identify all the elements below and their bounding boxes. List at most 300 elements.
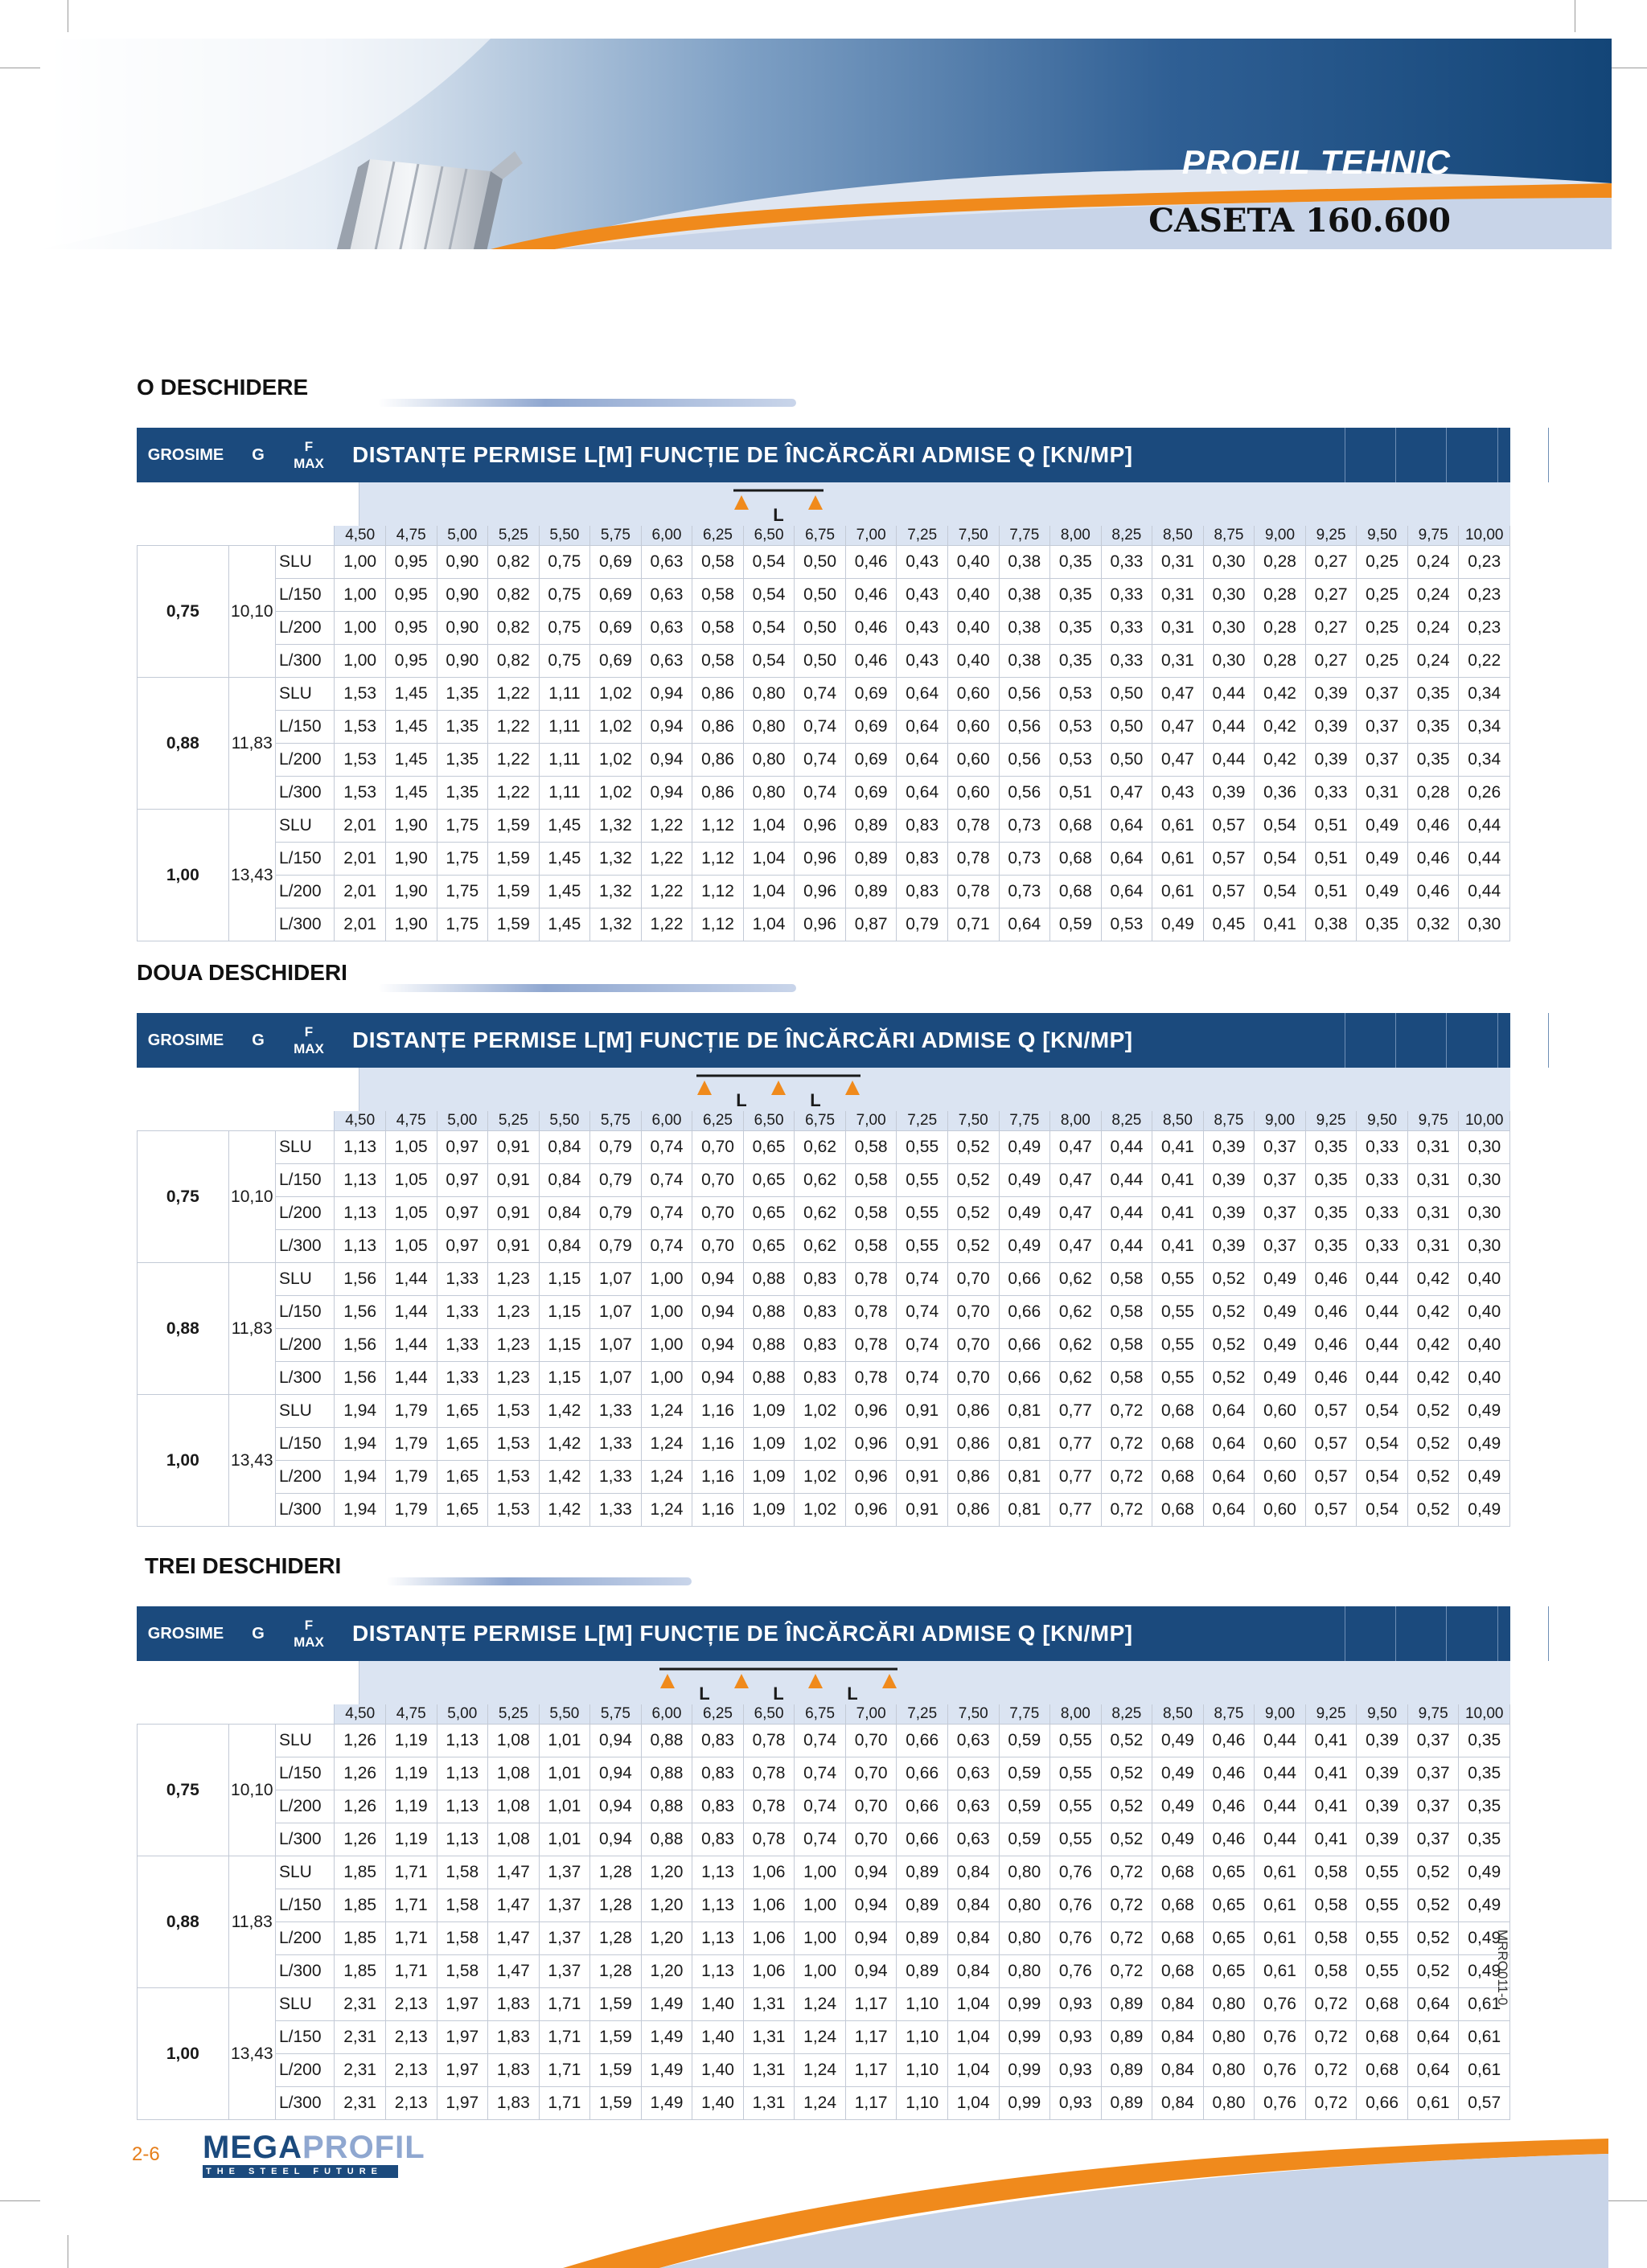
span-value-cell: 1,42 [539, 1494, 590, 1527]
header-grid-line [1497, 1606, 1498, 1661]
load-value-header: 8,25 [1101, 526, 1152, 546]
logo-mega: MEGA [203, 2130, 302, 2165]
span-value-cell: 0,84 [1152, 2087, 1204, 2120]
span-value-cell: 1,22 [641, 843, 692, 876]
span-value-cell: 0,37 [1407, 1823, 1459, 1856]
criterion-cell: L/150 [275, 579, 334, 612]
span-value-cell: 0,52 [1407, 1922, 1459, 1955]
span-value-cell: 0,33 [1357, 1131, 1408, 1164]
span-value-cell: 1,02 [795, 1428, 846, 1461]
span-value-cell: 0,84 [539, 1197, 590, 1230]
span-value-cell: 1,07 [590, 1362, 642, 1395]
span-value-cell: 0,49 [1459, 1428, 1510, 1461]
load-header-blank [138, 1111, 335, 1131]
span-value-cell: 1,42 [539, 1395, 590, 1428]
span-value-cell: 0,35 [1357, 908, 1408, 941]
span-value-cell: 0,69 [590, 645, 642, 678]
span-value-cell: 0,68 [1152, 1461, 1204, 1494]
span-value-cell: 0,63 [947, 1725, 999, 1757]
span-value-cell: 0,38 [999, 546, 1050, 579]
span-value-cell: 0,63 [947, 1790, 999, 1823]
span-value-cell: 1,04 [743, 908, 795, 941]
span-value-cell: 0,91 [488, 1230, 540, 1263]
span-value-cell: 0,77 [1050, 1428, 1102, 1461]
span-value-cell: 1,47 [488, 1922, 540, 1955]
span-value-cell: 0,94 [845, 1922, 897, 1955]
load-value-header: 5,25 [488, 1704, 540, 1725]
load-value-header: 5,75 [590, 1111, 642, 1131]
profil-tehnic-title: PROFIL TEHNIC [1181, 143, 1451, 181]
span-value-cell: 0,62 [1050, 1263, 1102, 1296]
span-value-cell: 0,57 [1305, 1461, 1357, 1494]
fmax-header [281, 1606, 336, 1661]
table-row [138, 843, 1510, 876]
table-row [138, 1230, 1510, 1263]
span-value-cell: 0,93 [1050, 1988, 1102, 2021]
span-value-cell: 1,49 [641, 2087, 692, 2120]
span-value-cell: 0,55 [897, 1230, 948, 1263]
span-value-cell: 0,46 [845, 579, 897, 612]
span-value-cell: 1,13 [692, 1955, 744, 1988]
span-value-cell: 0,44 [1203, 711, 1255, 744]
span-value-cell: 0,66 [999, 1296, 1050, 1329]
span-value-cell: 0,80 [1203, 2054, 1255, 2087]
span-value-cell: 1,59 [488, 810, 540, 843]
span-value-cell: 0,30 [1459, 1197, 1510, 1230]
span-value-cell: 0,49 [1357, 876, 1408, 908]
span-value-cell: 1,97 [437, 2021, 488, 2054]
criterion-cell: L/200 [275, 1329, 334, 1362]
span-value-cell: 0,65 [1203, 1889, 1255, 1922]
span-value-cell: 0,41 [1152, 1230, 1204, 1263]
load-value-header: 5,25 [488, 1111, 540, 1131]
span-value-cell: 1,20 [641, 1889, 692, 1922]
load-value-header: 6,00 [641, 1704, 692, 1725]
span-value-cell: 0,25 [1357, 579, 1408, 612]
span-value-cell: 0,33 [1101, 546, 1152, 579]
span-value-cell: 0,84 [539, 1131, 590, 1164]
span-diagram-band [137, 1068, 1510, 1111]
span-value-cell: 1,19 [385, 1823, 437, 1856]
span-value-cell: 0,64 [1203, 1494, 1255, 1527]
span-value-cell: 0,66 [999, 1263, 1050, 1296]
span-value-cell: 1,71 [539, 2054, 590, 2087]
criterion-cell: L/200 [275, 1790, 334, 1823]
span-value-cell: 0,49 [1459, 1922, 1510, 1955]
span-value-cell: 1,58 [437, 1856, 488, 1889]
span-value-cell: 0,33 [1357, 1197, 1408, 1230]
span-value-cell: 0,35 [1305, 1197, 1357, 1230]
table-row [138, 1757, 1510, 1790]
span-value-cell: 0,39 [1203, 1164, 1255, 1197]
span-value-cell: 0,78 [845, 1329, 897, 1362]
span-value-cell: 0,78 [743, 1757, 795, 1790]
span-value-cell: 1,83 [488, 1988, 540, 2021]
span-value-cell: 1,26 [335, 1823, 386, 1856]
span-value-cell: 0,46 [1305, 1263, 1357, 1296]
span-value-cell: 0,86 [947, 1428, 999, 1461]
span-value-cell: 0,79 [590, 1164, 642, 1197]
span-value-cell: 1,07 [590, 1329, 642, 1362]
span-value-cell: 0,58 [1305, 1889, 1357, 1922]
span-value-cell: 0,89 [845, 843, 897, 876]
span-value-cell: 0,94 [590, 1823, 642, 1856]
span-value-cell: 1,23 [488, 1362, 540, 1395]
span-value-cell: 0,69 [590, 612, 642, 645]
span-value-cell: 0,46 [845, 645, 897, 678]
span-value-cell: 0,97 [437, 1164, 488, 1197]
span-value-cell: 0,83 [795, 1296, 846, 1329]
span-value-cell: 0,44 [1101, 1131, 1152, 1164]
span-value-cell: 0,74 [897, 1329, 948, 1362]
section-title: DOUA DESCHIDERI [137, 960, 347, 985]
span-value-cell: 0,59 [1050, 908, 1102, 941]
table-header-title: DISTANȚE PERMISE L[M] FUNCȚIE DE ÎNCĂRCĂRI ADMISE Q [KN/MP] [352, 442, 1133, 467]
span-value-cell: 1,05 [385, 1131, 437, 1164]
span-value-cell: 1,12 [692, 876, 744, 908]
span-value-cell: 0,58 [845, 1197, 897, 1230]
span-value-cell: 0,25 [1357, 645, 1408, 678]
span-value-cell: 0,35 [1050, 612, 1102, 645]
span-value-cell: 1,33 [590, 1428, 642, 1461]
span-value-cell: 0,86 [692, 744, 744, 777]
span-value-cell: 0,34 [1459, 711, 1510, 744]
span-value-cell: 1,13 [437, 1790, 488, 1823]
span-value-cell: 0,73 [999, 843, 1050, 876]
span-value-cell: 0,55 [1152, 1263, 1204, 1296]
span-value-cell: 0,31 [1407, 1230, 1459, 1263]
span-value-cell: 0,49 [1459, 1955, 1510, 1988]
span-value-cell: 0,42 [1407, 1362, 1459, 1395]
span-value-cell: 0,49 [1255, 1263, 1306, 1296]
span-value-cell: 0,52 [1407, 1889, 1459, 1922]
span-value-cell: 0,55 [1357, 1889, 1408, 1922]
header-grid-line [1395, 428, 1396, 482]
section-table-2 [137, 1013, 1510, 1527]
span-value-cell: 1,24 [641, 1395, 692, 1428]
span-value-cell: 0,49 [1255, 1362, 1306, 1395]
span-value-cell: 0,80 [1203, 2021, 1255, 2054]
load-value-header: 8,00 [1050, 1704, 1102, 1725]
span-value-cell: 1,79 [385, 1494, 437, 1527]
span-value-cell: 0,88 [641, 1823, 692, 1856]
g-cell: 11,83 [228, 1856, 275, 1988]
span-value-cell: 0,37 [1407, 1725, 1459, 1757]
span-value-cell: 1,02 [590, 678, 642, 711]
span-value-cell: 0,35 [1459, 1725, 1510, 1757]
span-value-cell: 1,22 [641, 876, 692, 908]
span-value-cell: 1,44 [385, 1362, 437, 1395]
span-value-cell: 0,52 [1407, 1395, 1459, 1428]
span-value-cell: 0,51 [1050, 777, 1102, 810]
grosime-cell: 0,75 [138, 1131, 229, 1263]
span-value-cell: 0,74 [795, 1790, 846, 1823]
table-row [138, 2087, 1510, 2120]
span-value-cell: 0,37 [1357, 711, 1408, 744]
load-value-header: 9,75 [1407, 1111, 1459, 1131]
criterion-cell: SLU [275, 810, 334, 843]
criterion-cell: L/200 [275, 2054, 334, 2087]
span-value-cell: 0,65 [1203, 1856, 1255, 1889]
span-value-cell: 0,34 [1459, 744, 1510, 777]
span-value-cell: 0,47 [1152, 744, 1204, 777]
span-value-cell: 0,39 [1305, 744, 1357, 777]
span-value-cell: 0,76 [1050, 1889, 1102, 1922]
span-value-cell: 0,96 [845, 1461, 897, 1494]
span-value-cell: 1,94 [335, 1428, 386, 1461]
span-value-cell: 0,78 [845, 1296, 897, 1329]
load-value-header: 9,00 [1255, 1704, 1306, 1725]
span-value-cell: 0,79 [590, 1131, 642, 1164]
span-value-cell: 0,31 [1407, 1197, 1459, 1230]
load-value-header: 6,00 [641, 526, 692, 546]
span-value-cell: 0,52 [1407, 1461, 1459, 1494]
span-value-cell: 1,49 [641, 2054, 692, 2087]
span-value-cell: 0,42 [1407, 1296, 1459, 1329]
section-accent-line [378, 399, 796, 407]
header-grid-line [1548, 1606, 1549, 1661]
header-grid-line [1548, 1013, 1549, 1068]
span-value-cell: 1,09 [743, 1494, 795, 1527]
span-value-cell: 0,72 [1305, 2054, 1357, 2087]
span-value-cell: 0,30 [1459, 1230, 1510, 1263]
span-value-cell: 0,38 [999, 645, 1050, 678]
span-value-cell: 0,56 [999, 711, 1050, 744]
load-value-header: 9,75 [1407, 1704, 1459, 1725]
span-value-cell: 0,46 [1203, 1757, 1255, 1790]
table-row [138, 612, 1510, 645]
span-value-cell: 0,89 [845, 876, 897, 908]
span-value-cell: 0,89 [897, 1856, 948, 1889]
span-value-cell: 0,52 [947, 1164, 999, 1197]
span-value-cell: 0,35 [1305, 1131, 1357, 1164]
span-value-cell: 0,74 [795, 777, 846, 810]
span-value-cell: 0,38 [999, 612, 1050, 645]
span-value-cell: 0,72 [1101, 1461, 1152, 1494]
span-value-cell: 0,76 [1255, 2054, 1306, 2087]
load-value-header: 4,50 [335, 1111, 386, 1131]
span-value-cell: 0,51 [1305, 810, 1357, 843]
span-value-cell: 0,61 [1459, 2021, 1510, 2054]
span-value-cell: 0,74 [641, 1197, 692, 1230]
g-header: G [252, 1624, 265, 1643]
span-label: L [736, 1090, 747, 1110]
span-value-cell: 0,89 [845, 810, 897, 843]
g-cell: 10,10 [228, 1131, 275, 1263]
load-value-header: 8,75 [1203, 1704, 1255, 1725]
span-value-cell: 0,43 [897, 579, 948, 612]
table-row [138, 1296, 1510, 1329]
criterion-cell: L/150 [275, 1164, 334, 1197]
span-value-cell: 0,83 [795, 1329, 846, 1362]
span-value-cell: 0,35 [1305, 1164, 1357, 1197]
span-value-cell: 0,94 [590, 1790, 642, 1823]
span-value-cell: 0,94 [692, 1329, 744, 1362]
span-value-cell: 0,95 [385, 612, 437, 645]
caseta-profile-illustration [314, 151, 523, 249]
span-value-cell: 1,42 [539, 1428, 590, 1461]
span-value-cell: 1,90 [385, 810, 437, 843]
span-value-cell: 1,58 [437, 1889, 488, 1922]
span-value-cell: 0,24 [1407, 579, 1459, 612]
span-value-cell: 1,44 [385, 1329, 437, 1362]
span-value-cell: 0,94 [845, 1889, 897, 1922]
span-value-cell: 0,68 [1357, 2054, 1408, 2087]
span-value-cell: 0,53 [1050, 711, 1102, 744]
span-value-cell: 1,59 [590, 2054, 642, 2087]
span-value-cell: 1,71 [385, 1889, 437, 1922]
span-value-cell: 0,70 [845, 1790, 897, 1823]
span-value-cell: 0,91 [488, 1164, 540, 1197]
load-value-header: 9,00 [1255, 1111, 1306, 1131]
span-value-cell: 0,72 [1101, 1494, 1152, 1527]
span-value-cell: 0,24 [1407, 645, 1459, 678]
span-value-cell: 1,28 [590, 1922, 642, 1955]
criterion-cell: L/200 [275, 876, 334, 908]
table-row [138, 2021, 1510, 2054]
span-value-cell: 0,30 [1203, 546, 1255, 579]
span-value-cell: 1,58 [437, 1955, 488, 1988]
span-label: L [810, 1090, 821, 1110]
span-value-cell: 0,44 [1101, 1164, 1152, 1197]
criterion-cell: SLU [275, 1131, 334, 1164]
span-value-cell: 1,53 [335, 777, 386, 810]
span-value-cell: 0,91 [488, 1131, 540, 1164]
span-value-cell: 0,88 [743, 1263, 795, 1296]
span-value-cell: 0,26 [1459, 777, 1510, 810]
span-value-cell: 1,75 [437, 843, 488, 876]
span-value-cell: 0,60 [1255, 1428, 1306, 1461]
span-value-cell: 0,55 [1050, 1790, 1102, 1823]
g-cell: 11,83 [228, 1263, 275, 1395]
span-value-cell: 1,33 [590, 1395, 642, 1428]
span-value-cell: 0,37 [1255, 1230, 1306, 1263]
span-value-cell: 1,53 [335, 744, 386, 777]
span-value-cell: 0,55 [1050, 1823, 1102, 1856]
span-value-cell: 0,65 [1203, 1922, 1255, 1955]
span-table [137, 1111, 1510, 1527]
span-value-cell: 0,31 [1407, 1164, 1459, 1197]
fmax-header [281, 428, 336, 482]
span-value-cell: 0,68 [1152, 1889, 1204, 1922]
span-value-cell: 0,59 [999, 1823, 1050, 1856]
load-value-header: 4,75 [385, 1111, 437, 1131]
span-value-cell: 0,96 [795, 843, 846, 876]
span-value-cell: 0,25 [1357, 612, 1408, 645]
span-value-cell: 0,41 [1305, 1725, 1357, 1757]
span-value-cell: 0,44 [1101, 1197, 1152, 1230]
span-value-cell: 0,74 [795, 1725, 846, 1757]
span-value-cell: 0,35 [1050, 546, 1102, 579]
span-value-cell: 1,49 [641, 1988, 692, 2021]
span-value-cell: 0,49 [999, 1230, 1050, 1263]
span-value-cell: 1,33 [437, 1362, 488, 1395]
span-value-cell: 0,84 [1152, 2054, 1204, 2087]
span-value-cell: 1,94 [335, 1395, 386, 1428]
load-value-header: 7,00 [845, 526, 897, 546]
span-value-cell: 0,69 [845, 777, 897, 810]
span-value-cell: 0,49 [1152, 1757, 1204, 1790]
span-value-cell: 0,39 [1357, 1725, 1408, 1757]
span-value-cell: 0,39 [1305, 678, 1357, 711]
span-value-cell: 0,44 [1255, 1790, 1306, 1823]
span-value-cell: 0,64 [1203, 1428, 1255, 1461]
span-value-cell: 0,79 [590, 1197, 642, 1230]
table-row [138, 678, 1510, 711]
span-value-cell: 0,66 [897, 1757, 948, 1790]
span-value-cell: 1,71 [539, 2087, 590, 2120]
span-label: L [773, 1684, 784, 1704]
span-value-cell: 2,01 [335, 876, 386, 908]
span-value-cell: 0,56 [999, 777, 1050, 810]
span-value-cell: 0,83 [692, 1823, 744, 1856]
span-value-cell: 0,55 [1152, 1362, 1204, 1395]
span-value-cell: 1,33 [590, 1461, 642, 1494]
table-row [138, 1428, 1510, 1461]
span-value-cell: 0,35 [1407, 744, 1459, 777]
span-value-cell: 0,55 [1357, 1955, 1408, 1988]
span-value-cell: 0,55 [1050, 1725, 1102, 1757]
span-value-cell: 0,58 [845, 1131, 897, 1164]
span-value-cell: 0,54 [743, 546, 795, 579]
span-value-cell: 1,00 [335, 612, 386, 645]
span-value-cell: 0,61 [1152, 843, 1204, 876]
span-value-cell: 0,35 [1050, 645, 1102, 678]
table-row [138, 1263, 1510, 1296]
table-header-title: DISTANȚE PERMISE L[M] FUNCȚIE DE ÎNCĂRCĂRI ADMISE Q [KN/MP] [352, 1027, 1133, 1052]
grosime-cell: 1,00 [138, 810, 229, 941]
header-grid-line [1395, 1013, 1396, 1068]
span-value-cell: 0,41 [1305, 1790, 1357, 1823]
span-value-cell: 1,13 [335, 1197, 386, 1230]
span-value-cell: 0,46 [1407, 843, 1459, 876]
span-value-cell: 0,91 [897, 1395, 948, 1428]
span-value-cell: 0,28 [1255, 612, 1306, 645]
span-value-cell: 0,96 [845, 1428, 897, 1461]
span-value-cell: 0,63 [947, 1757, 999, 1790]
span-value-cell: 1,13 [692, 1922, 744, 1955]
span-value-cell: 0,58 [692, 579, 744, 612]
span-value-cell: 0,57 [1305, 1494, 1357, 1527]
span-value-cell: 0,96 [795, 908, 846, 941]
criterion-cell: SLU [275, 1725, 334, 1757]
span-value-cell: 1,01 [539, 1790, 590, 1823]
span-value-cell: 0,66 [1357, 2087, 1408, 2120]
span-value-cell: 1,40 [692, 2087, 744, 2120]
span-value-cell: 1,26 [335, 1725, 386, 1757]
span-value-cell: 0,41 [1152, 1164, 1204, 1197]
span-value-cell: 0,99 [999, 2087, 1050, 2120]
span-value-cell: 1,09 [743, 1428, 795, 1461]
span-value-cell: 0,46 [1305, 1362, 1357, 1395]
criterion-cell: L/150 [275, 1428, 334, 1461]
span-value-cell: 0,54 [743, 645, 795, 678]
span-value-cell: 0,90 [437, 612, 488, 645]
span-value-cell: 0,91 [897, 1461, 948, 1494]
span-value-cell: 0,95 [385, 579, 437, 612]
span-value-cell: 1,22 [488, 678, 540, 711]
span-value-cell: 1,08 [488, 1757, 540, 1790]
span-value-cell: 1,07 [590, 1296, 642, 1329]
table-row [138, 1790, 1510, 1823]
span-value-cell: 0,95 [385, 546, 437, 579]
table-header [137, 428, 1510, 482]
span-value-cell: 0,72 [1101, 1428, 1152, 1461]
span-value-cell: 0,81 [999, 1395, 1050, 1428]
criterion-cell: L/300 [275, 1955, 334, 1988]
span-value-cell: 0,83 [692, 1790, 744, 1823]
span-value-cell: 0,59 [999, 1790, 1050, 1823]
